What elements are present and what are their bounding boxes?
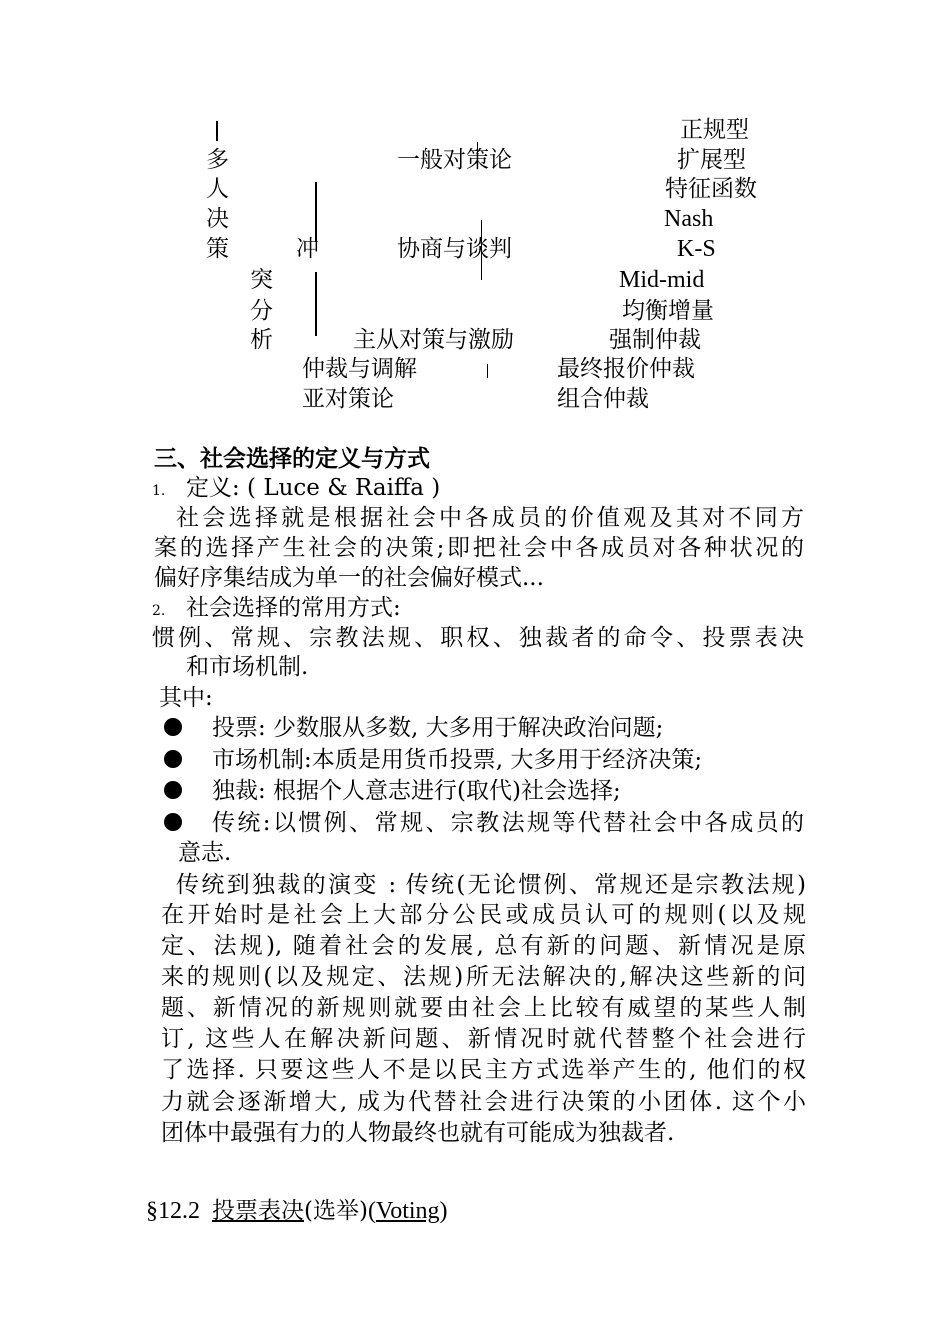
multi-person-char: 人 [206, 176, 229, 202]
diagram-tick-top [216, 121, 218, 141]
common-ways-label: 社会选择的常用方式: [186, 595, 401, 621]
conflict-analysis-char: 分 [250, 298, 273, 324]
evolution-line: 了选择. 只要这些人不是以民主方式选举产生的, 他们的权 [161, 1057, 806, 1083]
forced-arbitration: 强制仲裁 [609, 327, 701, 353]
bullet-icon [164, 781, 182, 799]
definition-line: 偏好序集结成为单一的社会偏好模式... [154, 565, 544, 591]
evolution-line: 定、法规), 随着社会的发展, 总有新的问题、新情况是原 [161, 933, 806, 959]
section-heading: 三、社会选择的定义与方式 [154, 445, 430, 472]
evolution-line: 力就会逐渐增大, 成为代替社会进行决策的小团体. 这个小 [161, 1089, 806, 1115]
evolution-line: 传统到独裁的演变 : 传统(无论惯例、常规还是宗教法规) [176, 872, 806, 898]
bullet-item: 投票: 少数服从多数, 大多用于解决政治问题; [212, 715, 664, 741]
bullet-item: 独裁: 根据个人意志进行(取代)社会选择; [212, 778, 621, 804]
item-number: 2. [152, 603, 166, 619]
normal-form: 正规型 [680, 117, 749, 143]
diagram-tick-mid3 [487, 364, 488, 378]
extensive-form: 扩展型 [677, 147, 746, 173]
bullet-continuation: 意志. [178, 840, 232, 866]
definition-line: 社会选择就是根据社会中各成员的价值观及其对不同方 [176, 505, 804, 531]
bullet-item: 市场机制:本质是用货币投票, 大多用于经济决策; [212, 747, 703, 773]
election-paren: (选举) [304, 1198, 368, 1224]
leader-follower-game: 主从对策与激励 [353, 327, 514, 353]
evolution-line: 团体中最强有力的人物最终也就有可能成为独裁者. [161, 1120, 675, 1146]
section-number: §12.2 [146, 1198, 200, 1224]
characteristic-function: 特征函数 [665, 176, 757, 202]
arbitration-mediation: 仲裁与调解 [302, 356, 417, 382]
evolution-line: 来的规则(以及规定、法规)所无法解决的,解决这些新的问 [161, 964, 806, 990]
conflict-analysis-char: 突 [250, 267, 273, 293]
evolution-line: 在开始时是社会上大部分公民或成员认可的规则(以及规 [161, 902, 806, 928]
ways-line: 和市场机制. [186, 654, 309, 680]
paren-close: ) [439, 1198, 448, 1224]
definition-line: 案的选择产生社会的决策;即把社会中各成员对各种状况的 [154, 535, 804, 561]
combined-arbitration: 组合仲裁 [557, 386, 649, 412]
next-section-title [146, 1196, 448, 1226]
bullet-item: 传统:以惯例、常规、宗教法规等代替社会中各成员的 [212, 810, 804, 836]
multi-person-char: 决 [206, 206, 229, 232]
nash: Nash [664, 206, 714, 232]
bargaining: 协商与谈判 [397, 236, 512, 262]
definition-label: 定义: ( Luce & Raiffa ) [186, 475, 441, 501]
equal-increment: 均衡增量 [622, 298, 714, 324]
final-offer-arbitration: 最终报价仲裁 [557, 356, 695, 382]
general-game-theory: 一般对策论 [397, 147, 512, 173]
item-number: 1. [152, 483, 166, 499]
among-label: 其中: [159, 685, 213, 711]
conflict-analysis-char: 冲 [296, 236, 319, 262]
subgame-theory: 亚对策论 [302, 386, 394, 412]
evolution-line: 题、新情况的新规则就要由社会上比较有威望的某些人制 [161, 995, 806, 1021]
multi-person-char: 策 [206, 236, 229, 262]
conflict-analysis-char: 析 [250, 327, 273, 353]
bullet-icon [164, 718, 182, 736]
voting-title-cn: 投票表决 [212, 1198, 304, 1224]
evolution-line: 订, 这些人在解决新问题、新情况时就代替整个社会进行 [161, 1026, 806, 1052]
ways-line: 惯例、常规、宗教法规、职权、独裁者的命令、投票表决 [152, 625, 804, 651]
diagram-bracket-left-lower [315, 272, 317, 336]
bullet-icon [164, 813, 182, 831]
diagram-bracket-left [315, 182, 317, 242]
paren-open: ( [367, 1198, 376, 1224]
voting-title-en: Voting [375, 1198, 440, 1224]
multi-person-char: 多 [206, 147, 229, 173]
mid-mid: Mid-mid [619, 267, 705, 293]
ks-solution: K-S [677, 236, 716, 262]
bullet-icon [164, 750, 182, 768]
